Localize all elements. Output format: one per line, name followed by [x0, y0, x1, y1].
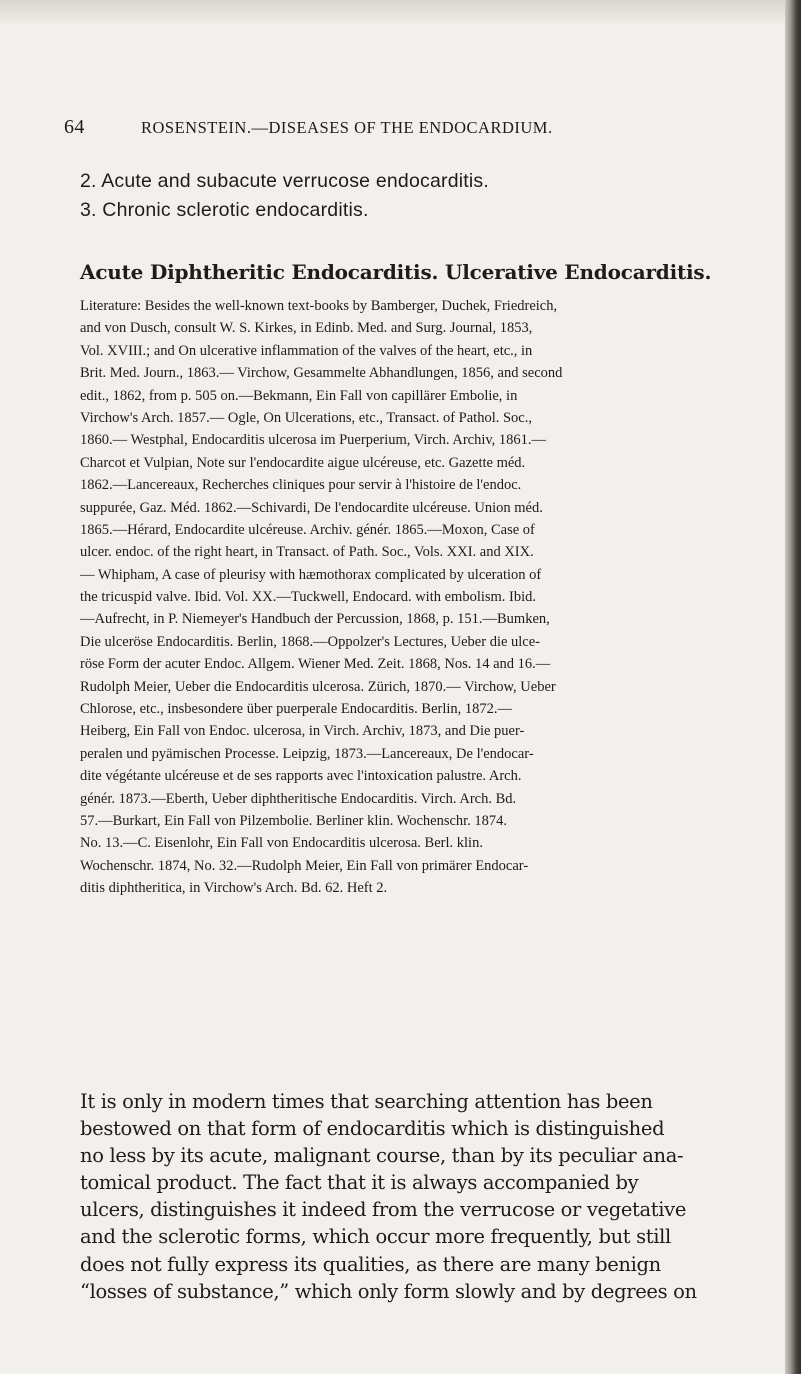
literature-line: Heiberg, Ein Fall von Endoc. ulcerosa, in Virch. Archiv, 1873, and Die puer- — [80, 723, 525, 740]
literature-line: — Whipham, A case of pleurisy with hæmothorax complicated by ulceration of — [80, 566, 542, 583]
list-item-acute-verrucose: 2. Acute and subacute verrucose endocarditis. — [80, 170, 489, 192]
body-line: no less by its acute, malignant course, than by its peculiar ana- — [80, 1144, 684, 1168]
literature-line: —Aufrecht, in P. Niemeyer's Handbuch der Percussion, 1868, p. 151.—Bumken, — [80, 611, 550, 628]
literature-line: génér. 1873.—Eberth, Ueber diphtheritische Endocarditis. Virch. Arch. Bd. — [80, 790, 517, 807]
body-paragraph — [80, 1088, 772, 1305]
literature-line: suppurée, Gaz. Méd. 1862.—Schivardi, De l'endocardite ulcéreuse. Union méd. — [80, 499, 543, 516]
literature-line: 1862.—Lancereaux, Recherches cliniques pour servir à l'histoire de l'endoc. — [80, 477, 522, 494]
running-head — [64, 116, 744, 140]
list-item-chronic-sclerotic: 3. Chronic sclerotic endocarditis. — [80, 199, 369, 221]
literature-line: 1865.—Hérard, Endocardite ulcéreuse. Archiv. génér. 1865.—Moxon, Case of — [80, 521, 535, 538]
literature-line: ulcer. endoc. of the right heart, in Transact. of Path. Soc., Vols. XXI. and XIX. — [80, 544, 534, 561]
literature-line: No. 13.—C. Eisenlohr, Ein Fall von Endocarditis ulcerosa. Berl. klin. — [80, 835, 483, 852]
body-line: tomical product. The fact that it is always accompanied by — [80, 1171, 639, 1195]
literature-line: Virchow's Arch. 1857.— Ogle, On Ulcerations, etc., Transact. of Pathol. Soc., — [80, 409, 532, 426]
running-title: ROSENSTEIN.—DISEASES OF THE ENDOCARDIUM. — [141, 118, 553, 137]
body-line: “losses of substance,” which only form slowly and by degrees on — [80, 1279, 697, 1303]
literature-line: 1860.— Westphal, Endocarditis ulcerosa im Puerperium, Virch. Archiv, 1861.— — [80, 432, 547, 449]
body-line: It is only in modern times that searching attention has been — [80, 1090, 653, 1113]
literature-line: dite végétante ulcéreuse et de ses rapports avec l'intoxication palustre. Arch. — [80, 768, 522, 785]
literature-line: and von Dusch, consult W. S. Kirkes, in Edinb. Med. and Surg. Journal, 1853, — [80, 320, 533, 337]
literature-paragraph — [80, 295, 772, 900]
page-number: 64 — [64, 116, 85, 138]
literature-line: edit., 1862, from p. 505 on.—Bekmann, Ein Fall von capillärer Embolie, in — [80, 387, 518, 404]
literature-line: Die ulceröse Endocarditis. Berlin, 1868.—Oppolzer's Lectures, Ueber die ulce- — [80, 633, 541, 650]
literature-line: Charcot et Vulpian, Note sur l'endocardite aigue ulcéreuse, etc. Gazette méd. — [80, 454, 526, 471]
literature-line: 57.—Burkart, Ein Fall von Pilzembolie. Berliner klin. Wochenschr. 1874. — [80, 812, 508, 829]
literature-line: röse Form der acuter Endoc. Allgem. Wiener Med. Zeit. 1868, Nos. 14 and 16.— — [80, 656, 551, 673]
literature-line: peralen und pyämischen Processe. Leipzig, 1873.—Lancereaux, De l'endocar- — [80, 745, 534, 762]
section-heading: Acute Diphtheritic Endocarditis. Ulcerative Endocarditis. — [80, 260, 712, 284]
body-line: and the sclerotic forms, which occur more frequently, but still — [80, 1225, 671, 1249]
literature-line: Vol. XVIII.; and On ulcerative inflammation of the valves of the heart, etc., in — [80, 342, 533, 359]
literature-line: Literature: Besides the well-known text-books by Bamberger, Duchek, Friedreich, — [80, 298, 558, 314]
body-line: ulcers, distinguishes it indeed from the verrucose or vegetative — [80, 1198, 687, 1222]
literature-line: ditis diphtheritica, in Virchow's Arch. Bd. 62. Heft 2. — [80, 880, 388, 897]
body-line: bestowed on that form of endocarditis which is distinguished — [80, 1117, 665, 1141]
book-binding-edge — [785, 0, 801, 1374]
page-top-shadow — [0, 0, 785, 26]
literature-line: Rudolph Meier, Ueber die Endocarditis ulcerosa. Zürich, 1870.— Virchow, Ueber — [80, 678, 556, 695]
literature-line: Brit. Med. Journ., 1863.— Virchow, Gesammelte Abhandlungen, 1856, and second — [80, 365, 563, 382]
literature-line: the tricuspid valve. Ibid. Vol. XX.—Tuckwell, Endocard. with embolism. Ibid. — [80, 589, 537, 606]
literature-line: Wochenschr. 1874, No. 32.—Rudolph Meier, Ein Fall von primärer Endocar- — [80, 857, 529, 874]
body-line: does not fully express its qualities, as there are many benign — [80, 1252, 661, 1276]
literature-line: Chlorose, etc., insbesondere über puerperale Endocarditis. Berlin, 1872.— — [80, 701, 513, 718]
